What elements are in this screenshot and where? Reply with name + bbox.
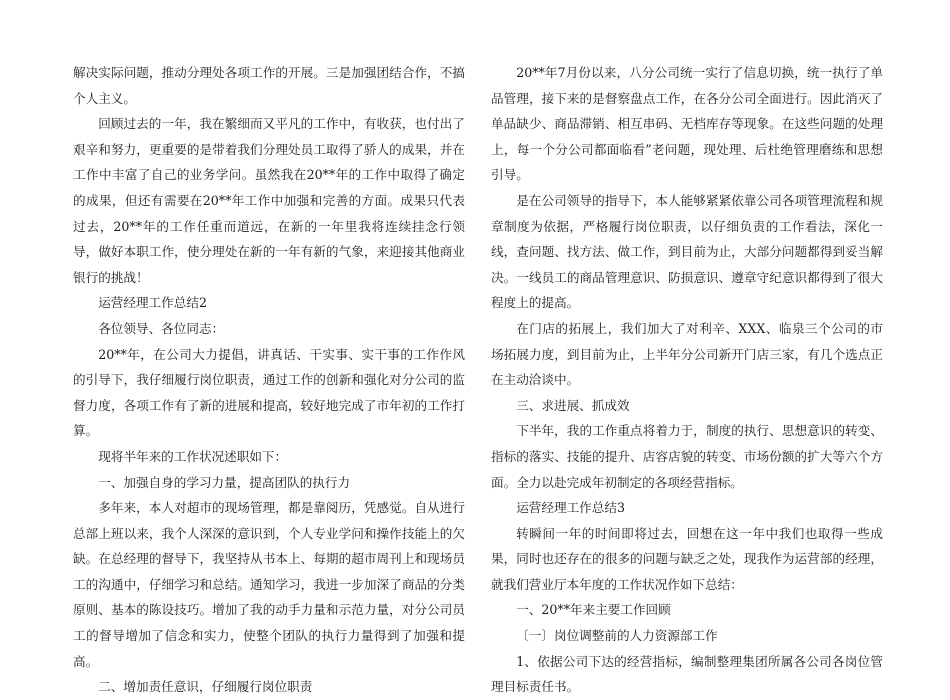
subheading: 一、20**年来主要工作回顾	[516, 602, 671, 618]
right-column	[491, 60, 883, 700]
subheading: 〔一〕岗位调整前的人力资源部工作	[516, 628, 718, 644]
paragraph: 现将半年来的工作状况述职如下：	[98, 448, 288, 464]
paragraph: 解决实际问题，推动分理处各项工作的开展。三是加强团结合作，不搞个人主义。	[73, 65, 465, 106]
paragraph: 在门店的拓展上，我们加大了对利辛、XXX、临泉三个公司的市场拓展力度，到目前为止，上半年分公司新开门店三家，有几个选点正在主动洽谈中。	[491, 320, 883, 388]
paragraph: 下半年，我的工作重点将着力于，制度的执行、思想意识的转变、指标的落实、技能的提升、店容店貌的转变、市场份额的扩大等六个方面。全力以赴完成年初制定的各项经营指标。	[491, 423, 883, 490]
paragraph: 是在公司领导的指导下，本人能够紧紧依靠公司各项管理流程和规章制度为依据，严格履行岗位职责，以仔细负责的工作看法，深化一线，查问题、找方法、做工作，到目前为止，大部分问题都得到妥当解决。一线员工的商品管理意识、防损意识、遵章守纪意识都得到了很大程度上的提高。	[491, 192, 883, 311]
paragraph: 回顾过去的一年，我在繁细而又平凡的工作中，有收获，也付出了艰辛和努力，更重要的是带着我们分理处员工取得了骄人的成果，并在工作中丰富了自己的业务学问。虽然我在20**年的工作中取得了确定的成果，但还有需要在20**年工作中加强和完善的方面。成果只代表过去，20**年的工作任重而道远，在新的一年里我将连续挂念行领导，做好本职工作，使分理处在新的一年有新的气象，来迎接其他商业银行的挑战！	[73, 116, 465, 285]
paragraph: 多年来，本人对超市的现场管理，都是靠阅历，凭感觉。自从进行总部上班以来，我个人深深的意识到，个人专业学问和操作技能上的欠缺。在总经理的督导下，我坚持从书本上、每期的超市周刊上和现场员工的沟通中，仔细学习和总结。通知学习，我进一步加深了商品的分类原则、基本的陈设技巧。增加了我的动手力量和示范力量，对分公司员工的督导增加了信念和实力，使整个团队的执行力量得到了加强和提高。	[73, 500, 465, 669]
left-column	[73, 60, 465, 700]
section-heading: 运营经理工作总结3	[516, 500, 625, 516]
subheading: 二、增加责任意识，仔细履行岗位职责	[98, 679, 313, 695]
subheading: 三、求进展、抓成效	[516, 397, 630, 413]
paragraph: 转瞬间一年的时间即将过去，回想在这一年中我们也取得一些成果，同时也还存在的很多的问题与缺乏之处，现我作为运营部的经理，就我们营业厅本年度的工作状况作如下总结：	[491, 525, 883, 592]
paragraph: 20**年，在公司大力提倡，讲真话、干实事、实干事的工作作风的引导下，我仔细履行岗位职责，通过工作的创新和强化对分公司的监督力度，各项工作有了新的进展和提高，较好地完成了市年初的工作打算。	[73, 346, 465, 439]
paragraph: 1、依据公司下达的经营指标，编制整理集团所属各公司各岗位管理目标责任书。	[491, 653, 883, 695]
subheading: 一、加强自身的学习力量，提高团队的执行力	[98, 474, 351, 490]
paragraph: 20**年7月份以来，八分公司统一实行了信息切换，统一执行了单品管理，接下来的是督察盘点工作，在各分公司全面进行。因此消灭了单品缺少、商品滞销、相互串码、无档库存等现象。在这些问题的处理上，每一个分公司都面临看”老问题，现处理、后杜绝管理磨练和思想引导。	[491, 65, 883, 183]
salutation: 各位领导、各位同志：	[98, 320, 225, 336]
section-heading: 运营经理工作总结2	[98, 295, 207, 311]
